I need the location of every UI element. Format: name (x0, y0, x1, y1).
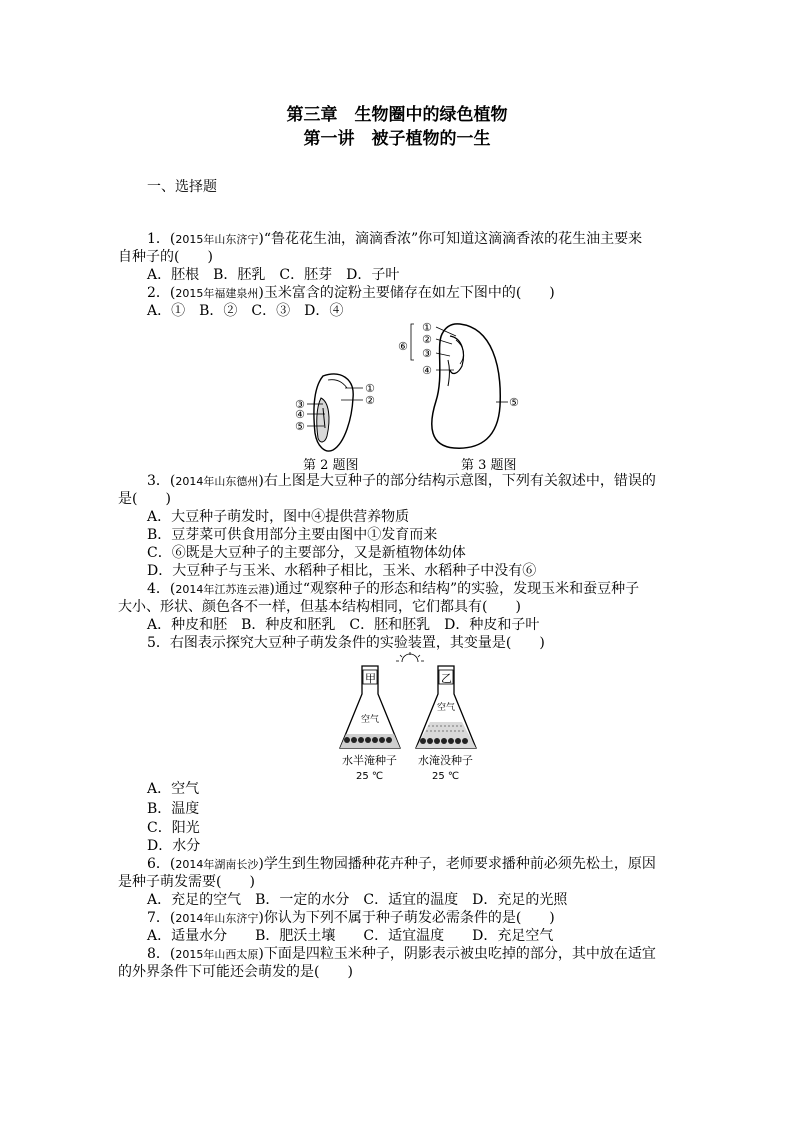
corn-seed-figure (295, 368, 385, 458)
question-3-option-c: C．⑥既是大豆种子的主要部分，又是新植物体幼体 (147, 545, 466, 561)
fig2-label-2: ② (365, 394, 375, 407)
question-3-option-d: D．大豆种子与玉米、水稻种子相比，玉米、水稻种子中没有⑥ (147, 563, 537, 579)
question-6-cont: 是种子萌发需要( ) (118, 874, 255, 890)
question-source: 2014年江苏连云港 (175, 583, 270, 596)
fig3-caption: 第 3 题图 (461, 458, 517, 473)
flask-yi-temp: 25 ℃ (432, 771, 460, 782)
bean-seed-outline (432, 324, 500, 448)
question-text: )下面是四粒玉米种子，阴影表示被虫吃掉的部分，其中放在适宜 (258, 946, 656, 962)
question-number: 6．( (147, 856, 176, 872)
question-source: 2014年湖南长沙 (175, 858, 259, 871)
question-5-option-c: C．阳光 (147, 820, 200, 836)
fig2-label-1: ① (365, 382, 375, 395)
question-4 (147, 580, 639, 599)
bean-seed-figure (392, 316, 524, 456)
question-number: 8．( (147, 946, 176, 962)
question-source: 2014年山东德州 (175, 475, 259, 488)
question-number: 4．( (147, 581, 176, 597)
question-1-options: A．胚根 B．胚乳 C．胚芽 D．子叶 (147, 267, 400, 283)
question-source: 2015年福建泉州 (175, 287, 259, 300)
question-6-options: A．充足的空气 B．一定的水分 C．适宜的温度 D．充足的光照 (147, 892, 568, 908)
question-text: )你认为下列不属于种子萌发必需条件的是( ) (258, 910, 555, 926)
question-2 (147, 284, 555, 303)
fig3-label-4: ④ (422, 364, 432, 377)
flask-yi-air: 空气 (437, 703, 456, 713)
question-text: )通过“观察种子的形态和结构”的实验，发现玉米和蚕豆种子 (269, 581, 640, 597)
question-number: 2．( (147, 285, 176, 301)
flask-yi-caption: 水淹没种子 (418, 754, 473, 767)
fig3-label-2: ② (422, 333, 432, 346)
question-4-cont: 大小、形状、颜色各不一样，但基本结构相同，它们都具有( ) (118, 599, 521, 615)
flask-jia-temp: 25 ℃ (356, 771, 384, 782)
question-3 (147, 472, 656, 491)
question-number: 1．( (147, 231, 176, 247)
fig3-label-6: ⑥ (398, 340, 408, 353)
flask-jia (340, 666, 400, 748)
question-5-option-d: D．水分 (147, 838, 201, 854)
fig2-label-4: ④ (295, 408, 305, 421)
section-heading: 一、选择题 (147, 179, 217, 195)
question-3-option-b: B．豆芽菜可供食用部分主要由图中①发育而来 (147, 527, 438, 543)
fig3-label-1: ① (422, 321, 432, 334)
question-6 (147, 855, 656, 874)
question-7 (147, 909, 555, 928)
question-number: 3．( (147, 473, 176, 489)
question-4-options: A．种皮和胚 B．种皮和胚乳 C．胚和胚乳 D．种皮和子叶 (147, 617, 540, 633)
question-8 (147, 945, 656, 964)
question-text: )玉米富含的淀粉主要储存在如左下图中的( ) (258, 285, 555, 301)
question-text: )右上图是大豆种子的部分结构示意图，下列有关叙述中，错误的 (258, 473, 656, 489)
fig3-label-3: ③ (422, 347, 432, 360)
corn-embryo (317, 398, 329, 442)
question-3-cont: 是( ) (118, 491, 171, 507)
question-8-cont: 的外界条件下可能还会萌发的是( ) (118, 964, 353, 980)
question-5-option-a: A．空气 (147, 781, 200, 797)
question-source: 2015年山东济宁 (175, 233, 259, 246)
question-1 (147, 230, 642, 249)
question-source: 2014年山东济宁 (175, 912, 259, 925)
question-5-option-b: B．温度 (147, 801, 200, 817)
lesson-title: 第一讲 被子植物的一生 (303, 129, 491, 149)
flask-jia-air: 空气 (361, 715, 380, 725)
question-5: 5．右图表示探究大豆种子萌发条件的实验装置，其变量是( ) (147, 635, 545, 651)
question-1-cont: 自种子的( ) (118, 249, 213, 265)
fig3-label-5: ⑤ (509, 396, 519, 409)
fig2-label-5: ⑤ (295, 420, 305, 433)
flask-yi (416, 666, 476, 748)
fig2-caption: 第 2 题图 (303, 458, 359, 473)
question-2-options: A．① B．② C．③ D．④ (147, 303, 344, 319)
flask-experiment-figure (330, 652, 490, 782)
fig2-label-3: ③ (295, 398, 305, 411)
flask-jia-label: 甲 (365, 672, 376, 685)
question-text: )“鲁花花生油，滴滴香浓”你可知道这滴滴香浓的花生油主要来 (258, 231, 643, 247)
flask-jia-caption: 水半淹种子 (342, 754, 397, 767)
chapter-title: 第三章 生物圈中的绿色植物 (286, 105, 508, 125)
question-number: 7．( (147, 910, 176, 926)
question-7-options: A．适量水分 B．肥沃土壤 C．适宜温度 D．充足空气 (147, 928, 554, 944)
question-3-option-a: A．大豆种子萌发时，图中④提供营养物质 (147, 509, 410, 525)
question-source: 2015年山西太原 (175, 948, 259, 961)
flask-yi-label: 乙 (441, 672, 452, 685)
question-text: )学生到生物园播种花卉种子，老师要求播种前必须先松土，原因 (258, 856, 656, 872)
sun-icon (396, 652, 424, 662)
